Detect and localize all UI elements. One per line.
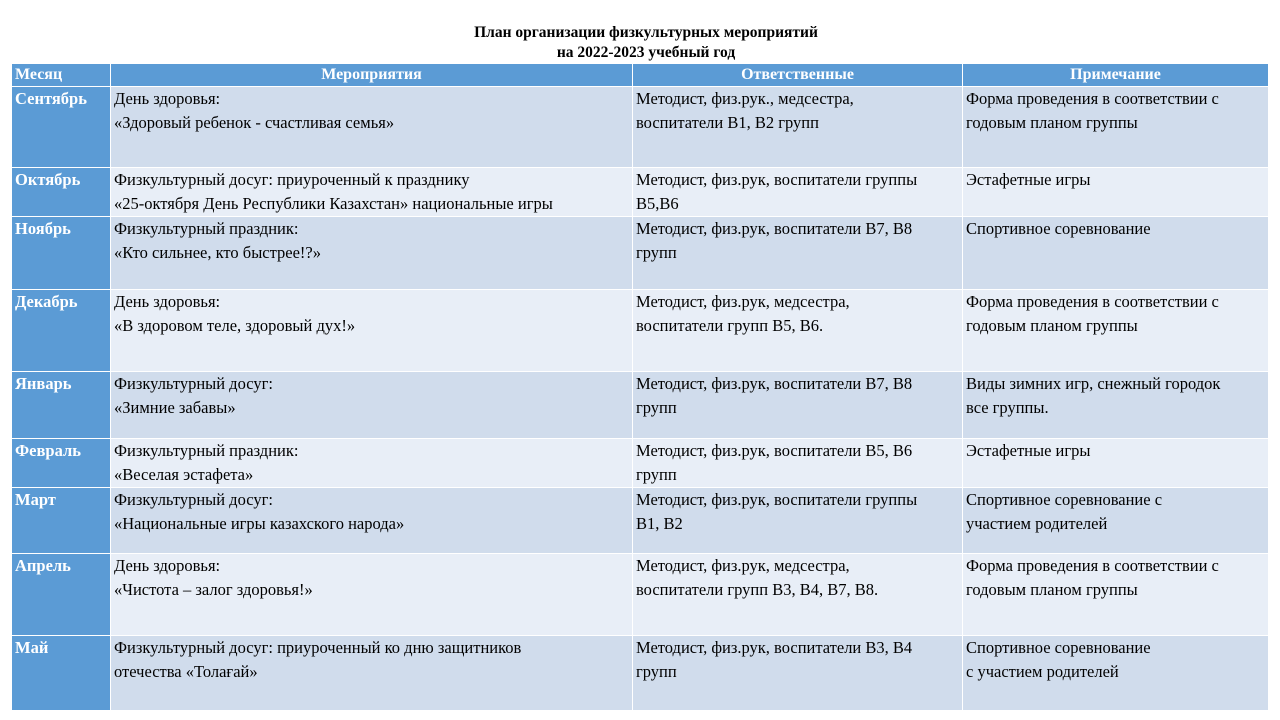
column-header-responsible: Ответственные — [633, 64, 963, 87]
event-cell — [111, 439, 633, 488]
event-line: День здоровья: — [114, 292, 221, 311]
note-cell — [963, 87, 1269, 168]
note-line: Эстафетные игры — [966, 441, 1091, 460]
responsible-cell — [633, 439, 963, 488]
event-line: День здоровья: — [114, 89, 221, 108]
column-header-events: Мероприятия — [111, 64, 633, 87]
month-cell: Сентябрь — [12, 87, 111, 168]
event-line: Физкультурный досуг: приуроченный к празднику — [114, 170, 470, 189]
note-line: Форма проведения в соответствии с — [966, 292, 1219, 311]
responsible-line: Методист, физ.рук, медсестра, — [636, 292, 850, 311]
table-row — [12, 87, 1269, 168]
month-cell: Декабрь — [12, 290, 111, 372]
event-cell — [111, 290, 633, 372]
note-line: Спортивное соревнование с — [966, 490, 1163, 509]
event-line: отечества «Толағай» — [114, 662, 258, 681]
table-row — [12, 636, 1269, 711]
note-cell — [963, 168, 1269, 217]
event-line: Физкультурный досуг: — [114, 374, 273, 393]
note-cell — [963, 372, 1269, 439]
responsible-line: Методист, физ.рук., медсестра, — [636, 89, 854, 108]
note-cell — [963, 488, 1269, 554]
responsible-line: Методист, физ.рук, медсестра, — [636, 556, 850, 575]
responsible-cell — [633, 290, 963, 372]
note-line: годовым планом группы — [966, 316, 1138, 335]
note-line: Форма проведения в соответствии с — [966, 556, 1219, 575]
note-line: Эстафетные игры — [966, 170, 1091, 189]
note-line: все группы. — [966, 398, 1049, 417]
event-cell — [111, 87, 633, 168]
note-line: с участием родителей — [966, 662, 1119, 681]
month-cell: Май — [12, 636, 111, 711]
table-row — [12, 168, 1269, 217]
month-cell: Февраль — [12, 439, 111, 488]
responsible-line: воспитатели групп В3, В4, В7, В8. — [636, 580, 879, 599]
event-line: «Здоровый ребенок - счастливая семья» — [114, 113, 395, 132]
table-header-row — [12, 64, 1269, 87]
column-header-note: Примечание — [963, 64, 1269, 87]
event-line: «Зимние забавы» — [114, 398, 236, 417]
table-row — [12, 372, 1269, 439]
table-row — [12, 488, 1269, 554]
responsible-line: Методист, физ.рук, воспитатели группы — [636, 170, 918, 189]
responsible-line: групп — [636, 398, 677, 417]
table-row — [12, 217, 1269, 290]
responsible-line: воспитатели В1, В2 групп — [636, 113, 819, 132]
event-line: «Кто сильнее, кто быстрее!?» — [114, 243, 321, 262]
event-line: Физкультурный праздник: — [114, 219, 299, 238]
responsible-cell — [633, 488, 963, 554]
event-line: «Чистота – залог здоровья!» — [114, 580, 313, 599]
responsible-cell — [633, 554, 963, 636]
events-table — [11, 63, 1269, 711]
event-cell — [111, 217, 633, 290]
responsible-cell — [633, 87, 963, 168]
responsible-line: Методист, физ.рук, воспитатели В3, В4 — [636, 638, 913, 657]
responsible-cell — [633, 168, 963, 217]
note-cell — [963, 290, 1269, 372]
note-line: участием родителей — [966, 514, 1108, 533]
event-line: «В здоровом теле, здоровый дух!» — [114, 316, 356, 335]
title-line-1: План организации физкультурных мероприятий — [474, 24, 818, 41]
table-row — [12, 554, 1269, 636]
month-cell: Апрель — [12, 554, 111, 636]
responsible-line: Методист, физ.рук, воспитатели В5, В6 — [636, 441, 913, 460]
note-line: Виды зимних игр, снежный городок — [966, 374, 1221, 393]
event-cell — [111, 372, 633, 439]
event-line: День здоровья: — [114, 556, 221, 575]
responsible-cell — [633, 217, 963, 290]
responsible-line: групп — [636, 662, 677, 681]
note-line: годовым планом группы — [966, 113, 1138, 132]
note-cell — [963, 636, 1269, 711]
responsible-cell — [633, 372, 963, 439]
responsible-line: Методист, физ.рук, воспитатели В7, В8 — [636, 374, 913, 393]
column-header-month: Месяц — [12, 64, 111, 87]
month-cell: Март — [12, 488, 111, 554]
responsible-line: воспитатели групп В5, В6. — [636, 316, 824, 335]
responsible-cell — [633, 636, 963, 711]
responsible-line: В5,В6 — [636, 194, 679, 213]
table-row — [12, 290, 1269, 372]
event-cell — [111, 554, 633, 636]
month-cell: Январь — [12, 372, 111, 439]
month-cell: Октябрь — [12, 168, 111, 217]
note-line: Спортивное соревнование — [966, 638, 1151, 657]
event-line: «Веселая эстафета» — [114, 465, 254, 484]
title-line-2: на 2022-2023 учебный год — [556, 44, 736, 61]
note-line: Форма проведения в соответствии с — [966, 89, 1219, 108]
event-line: «Национальные игры казахского народа» — [114, 514, 405, 533]
note-cell — [963, 217, 1269, 290]
event-cell — [111, 636, 633, 711]
event-line: Физкультурный досуг: приуроченный ко дню защитников — [114, 638, 522, 657]
table-row — [12, 439, 1269, 488]
page-title — [0, 23, 1280, 63]
event-line: «25-октября День Республики Казахстан» национальные игры — [114, 194, 553, 213]
note-cell — [963, 554, 1269, 636]
note-line: Спортивное соревнование — [966, 219, 1151, 238]
responsible-line: В1, В2 — [636, 514, 683, 533]
responsible-line: групп — [636, 243, 677, 262]
note-line: годовым планом группы — [966, 580, 1138, 599]
responsible-line: Методист, физ.рук, воспитатели группы — [636, 490, 918, 509]
event-line: Физкультурный праздник: — [114, 441, 299, 460]
event-cell — [111, 168, 633, 217]
responsible-line: групп — [636, 465, 677, 484]
month-cell: Ноябрь — [12, 217, 111, 290]
event-cell — [111, 488, 633, 554]
responsible-line: Методист, физ.рук, воспитатели В7, В8 — [636, 219, 913, 238]
event-line: Физкультурный досуг: — [114, 490, 273, 509]
note-cell — [963, 439, 1269, 488]
